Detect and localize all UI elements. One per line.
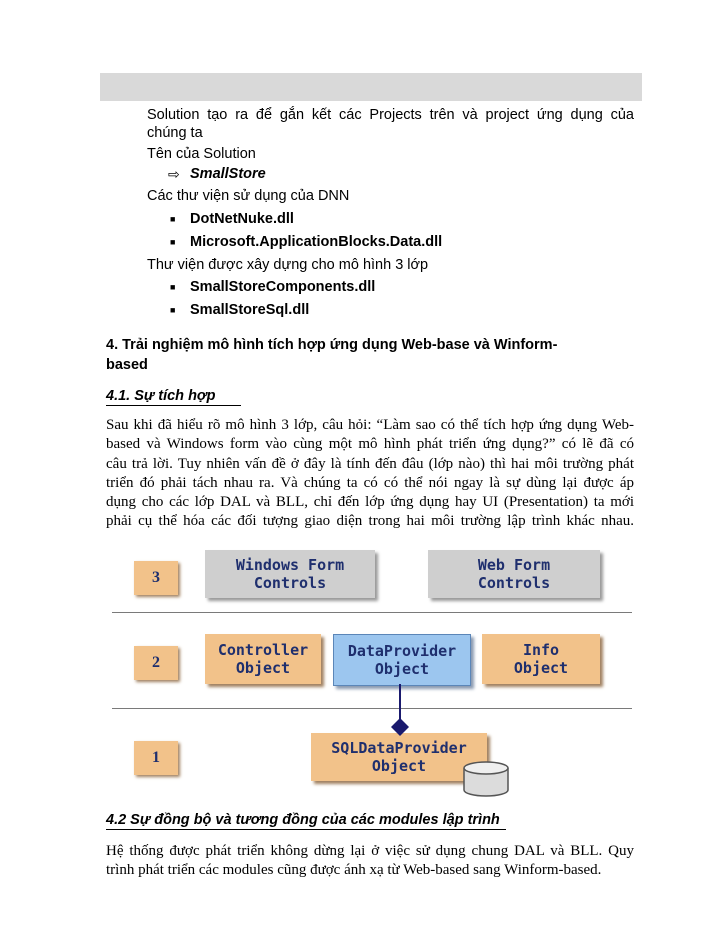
section-heading: 4. Trải nghiệm mô hình tích hợp ứng dụng Web-base và Winform- [106, 337, 558, 353]
library-item: Microsoft.ApplicationBlocks.Data.dll [190, 234, 443, 250]
text-line: chúng ta [147, 125, 203, 141]
paragraph-line: triển đó phải tách nhau ra. Và chúng ta có có thể nói ngay là sự dùng lại được áp [106, 474, 634, 491]
heading-underline [106, 829, 506, 830]
text-line: Thư viện được xây dựng cho mô hình 3 lớp [147, 257, 429, 273]
box-label: Controller [217, 641, 309, 659]
paragraph-line: Hệ thống được phát triển không dừng lại ở việc sử dụng chung DAL và BLL. Quy [106, 843, 634, 859]
solution-name: SmallStore [190, 166, 266, 182]
box-label: Windows Form [235, 556, 345, 574]
bullet-icon: ■ [170, 237, 176, 247]
box-label: Object [374, 660, 430, 678]
subsection-heading: 4.2 Sự đồng bộ và tương đồng của các modules lập trình [106, 812, 500, 828]
database-icon [464, 762, 508, 796]
box-label: Object [235, 659, 291, 677]
text-line: Các thư viện sử dụng của DNN [147, 188, 350, 204]
paragraph-line: câu trả lời. Tuy nhiên vấn đề ở đây là tính đến đâu (lớp nào) thì hai môi trường phát [106, 455, 634, 472]
box-label: Controls [253, 574, 327, 592]
layer-number-2: 2 [134, 646, 178, 680]
box-label: SQLDataProvider [331, 739, 467, 757]
paragraph-line: based và Windows form vào cùng một mô hình phát triển ứng dụng?” có lẽ đã có [106, 436, 634, 453]
paragraph-line: phải cụ thể hóa các đối tượng giao diện trong hai môi trường lập trình khác nhau. [106, 513, 634, 530]
library-item: DotNetNuke.dll [190, 211, 294, 227]
box-label: Object [513, 659, 569, 677]
text-line: Solution tạo ra để gắn kết các Projects trên và project ứng dụng của [147, 107, 634, 123]
section-heading: based [106, 357, 148, 373]
box-label: Object [371, 757, 427, 775]
bullet-icon: ■ [170, 282, 176, 292]
library-item: SmallStoreSql.dll [190, 302, 310, 318]
paragraph-line: trình phát triển các modules cũng được ánh xạ từ Web-based sang Winform-based. [106, 862, 602, 879]
library-item: SmallStoreComponents.dll [190, 279, 376, 295]
arrow-right-icon: ⇨ [168, 166, 180, 182]
layer-number-1: 1 [134, 741, 178, 775]
box-label: Web Form [477, 556, 551, 574]
box-label: Controls [477, 574, 551, 592]
subsection-heading: 4.1. Sự tích hợp [106, 388, 216, 404]
layer-number-3: 3 [134, 561, 178, 595]
box-label: Info [522, 641, 560, 659]
paragraph-line: Sau khi đã hiểu rõ mô hình 3 lớp, câu hỏi: “Làm sao có thể tích hợp ứng dụng Web- [106, 417, 634, 433]
paragraph [106, 842, 634, 881]
text-line: Tên của Solution [147, 146, 256, 162]
box-label: DataProvider [347, 642, 457, 660]
bullet-icon: ■ [170, 214, 176, 224]
diamond-icon [391, 718, 409, 736]
paragraph-line: dụng cho các lớp DAL và BLL, chỉ đến lớp ứng dụng hay UI (Presentation) ta mới [106, 494, 634, 511]
bullet-icon: ■ [170, 305, 176, 315]
